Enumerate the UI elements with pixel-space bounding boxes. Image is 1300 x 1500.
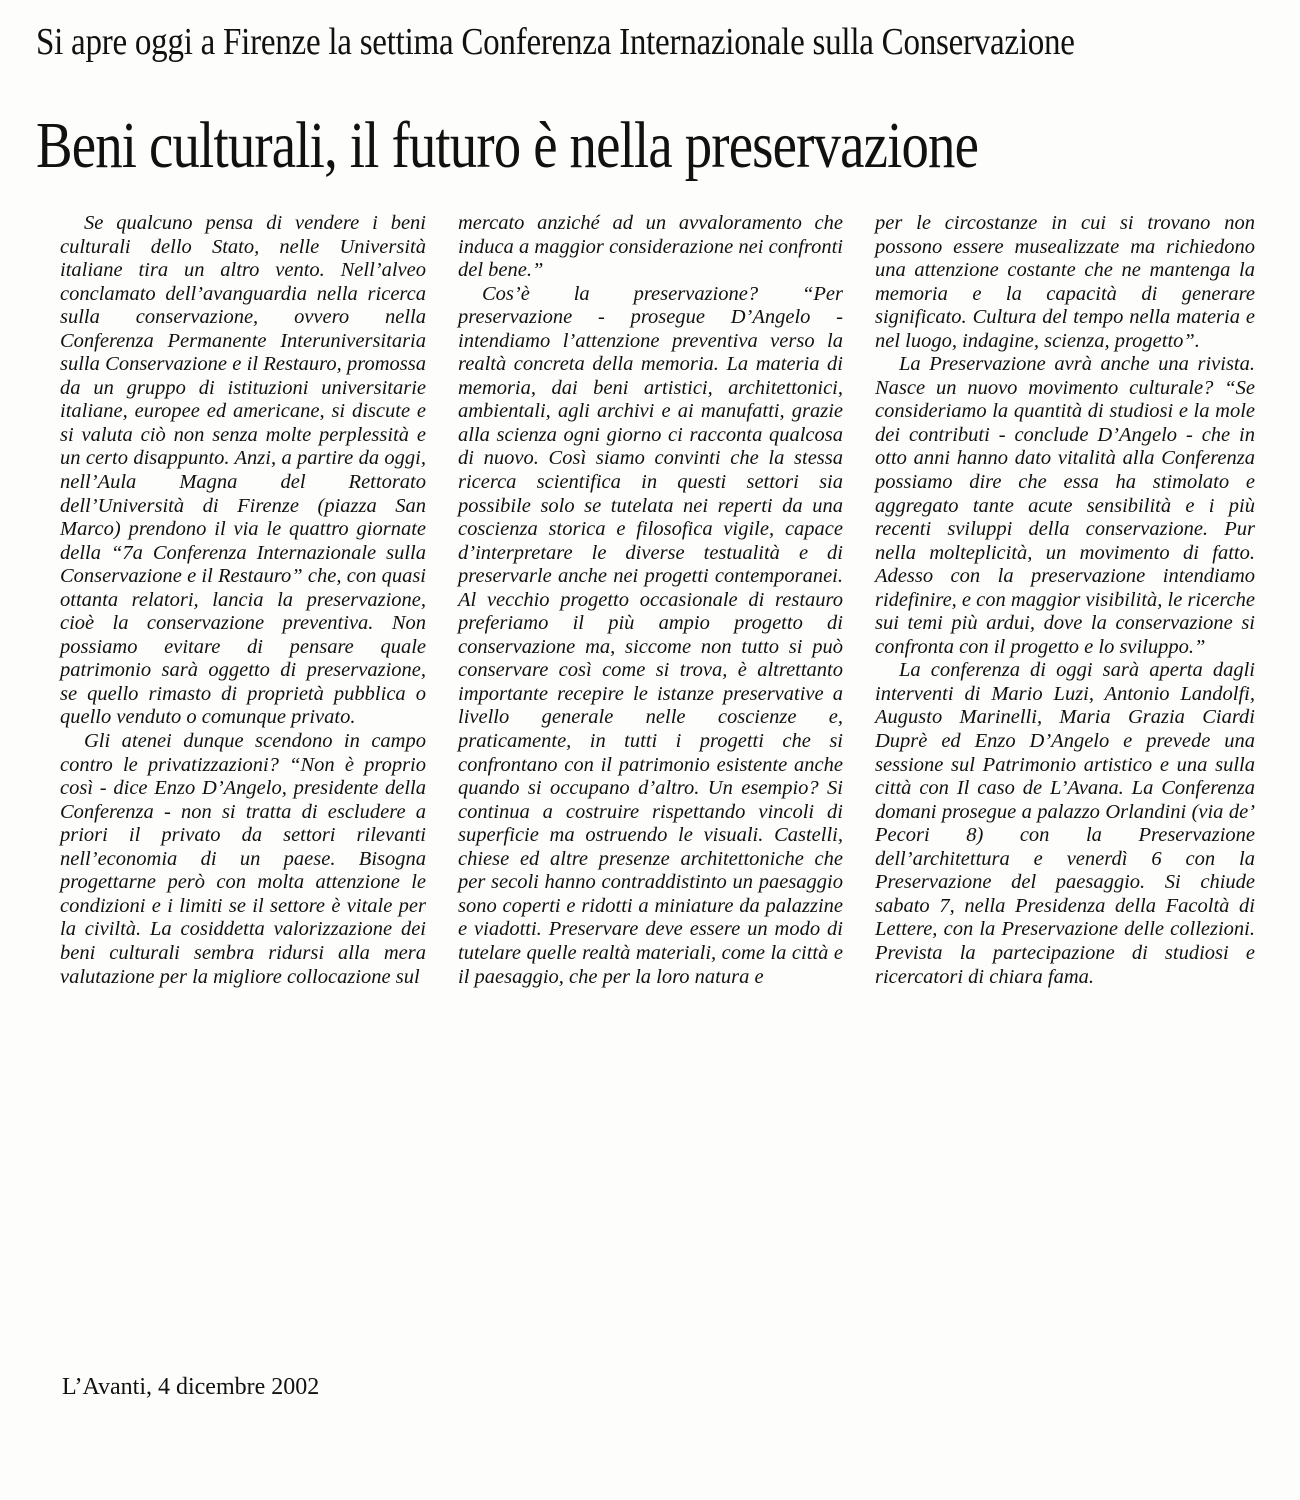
kicker: Si apre oggi a Firenze la settima Conferenza Internazionale sulla Conservazione — [36, 21, 1075, 63]
paragraph-continued: mercato anziché ad un avvaloramento che induca a maggior considerazione nei confronti del bene.” — [458, 212, 843, 282]
article-column-3 — [875, 212, 1255, 989]
source-citation: L’Avanti, 4 dicembre 2002 — [62, 1374, 320, 1400]
paragraph: La Preservazione avrà anche una rivista. Nasce un nuovo movimento culturale? “Se consideriamo la quantità di studiosi e la mole dei contributi - conclude D’Angelo - che in otto anni hanno dato vitalità alla Conferenza possiamo dire che essa ha stimolato e aggregato tante acute sensibilità e i più recenti sviluppi della conservazione. Pur nella molteplicità, un movimento di fatto. Adesso con la preservazione intendiamo ridefinire, e con maggior visibilità, le ricerche sui temi più ardui, dove la conservazione si confronta con il progetto e lo sviluppo.” — [875, 353, 1255, 658]
paragraph: La conferenza di oggi sarà aperta dagli interventi di Mario Luzi, Antonio Landolfi, Augusto Marinelli, Maria Grazia Ciardi Duprè ed Enzo D’Angelo e prevede una sessione sul Patrimonio artistico e una sulla città con Il caso de L’Avana. La Conferenza domani prosegue a palazzo Orlandini (via de’ Pecori 8) con la Preservazione dell’architettura e venerdì 6 con la Preservazione del paesaggio. Si chiude sabato 7, nella Presidenza della Facoltà di Lettere, con la Preservazione delle collezioni. Prevista la partecipazione di studiosi e ricercatori di chiara fama. — [875, 659, 1255, 988]
paragraph: Gli atenei dunque scendono in campo contro le privatizzazioni? “Non è proprio così - dice Enzo D’Angelo, presidente della Conferenza - non si tratta di escludere a priori il privato da settori rilevanti nell’economia di un paese. Bisogna progettarne però con molta attenzione le condizioni e i limiti se il settore è vitale per la civiltà. La cosiddetta valorizzazione dei beni culturali sembra ridursi alla mera valutazione per la migliore collocazione sul — [60, 730, 426, 988]
paragraph-continued: per le circostanze in cui si trovano non possono essere musealizzate ma richiedono una attenzione costante che ne mantenga la memoria e la capacità di generare significato. Cultura del tempo nella materia e nel luogo, indagine, scienza, progetto”. — [875, 212, 1255, 352]
article-body — [60, 212, 1255, 989]
paragraph: Cos’è la preservazione? “Per preservazione - prosegue D’Angelo - intendiamo l’attenzione preventiva verso la realtà concreta della memoria. La materia di memoria, dai beni artistici, architettonici, ambientali, agli archivi e ai manufatti, grazie alla scienza ogni giorno ci racconta qualcosa di nuovo. Così siamo convinti che la stessa ricerca scientifica in questi settori sia possibile solo se tutelata nei reperti da una coscienza storica e filosofica vigile, capace d’interpretare le diverse testualità e di preservarle anche nei progetti contemporanei. Al vecchio progetto occasionale di restauro preferiamo il più ampio progetto di conservazione ma, siccome non tutto si può conservare così come si trova, è altrettanto importante recepire le istanze preservative a livello generale nelle coscienze e, praticamente, in tutti i progetti che si confrontano con il patrimonio esistente anche quando si occupano d’altro. Un esempio? Si continua a costruire rispettando vincoli di superficie ma ostruendo le visuali. Castelli, chiese ed altre presenze architettoniche che per secoli hanno contraddistinto un paesaggio sono coperti e ridotti a miniature da palazzine e viadotti. Preservare deve essere un modo di tutelare quelle realtà materiali, come la città e il paesaggio, che per la loro natura e — [458, 282, 843, 988]
article-column-2 — [458, 212, 843, 989]
article-column-1 — [60, 212, 426, 989]
paragraph: Se qualcuno pensa di vendere i beni culturali dello Stato, nelle Università italiane tira un altro vento. Nell’alveo conclamato dell’avanguardia nella ricerca sulla conservazione, ovvero nella Conferenza Permanente Interuniversitaria sulla Conservazione e il Restauro, promossa da un gruppo di istituzioni universitarie italiane, europee ed americane, si discute e si valuta ciò non senza molte perplessità e un certo disappunto. Anzi, a partire da oggi, nell’Aula Magna del Rettorato dell’Università di Firenze (piazza San Marco) prendono il via le quattro giornate della “7a Conferenza Internazionale sulla Conservazione e il Restauro” che, con quasi ottanta relatori, lancia la preservazione, cioè la conservazione preventiva. Non possiamo evitare di pensare quale patrimonio sarà oggetto di preservazione, se quello rimasto di proprietà pubblica o quello venduto o comunque privato. — [60, 212, 426, 729]
headline: Beni culturali, il futuro è nella preservazione — [36, 109, 979, 182]
